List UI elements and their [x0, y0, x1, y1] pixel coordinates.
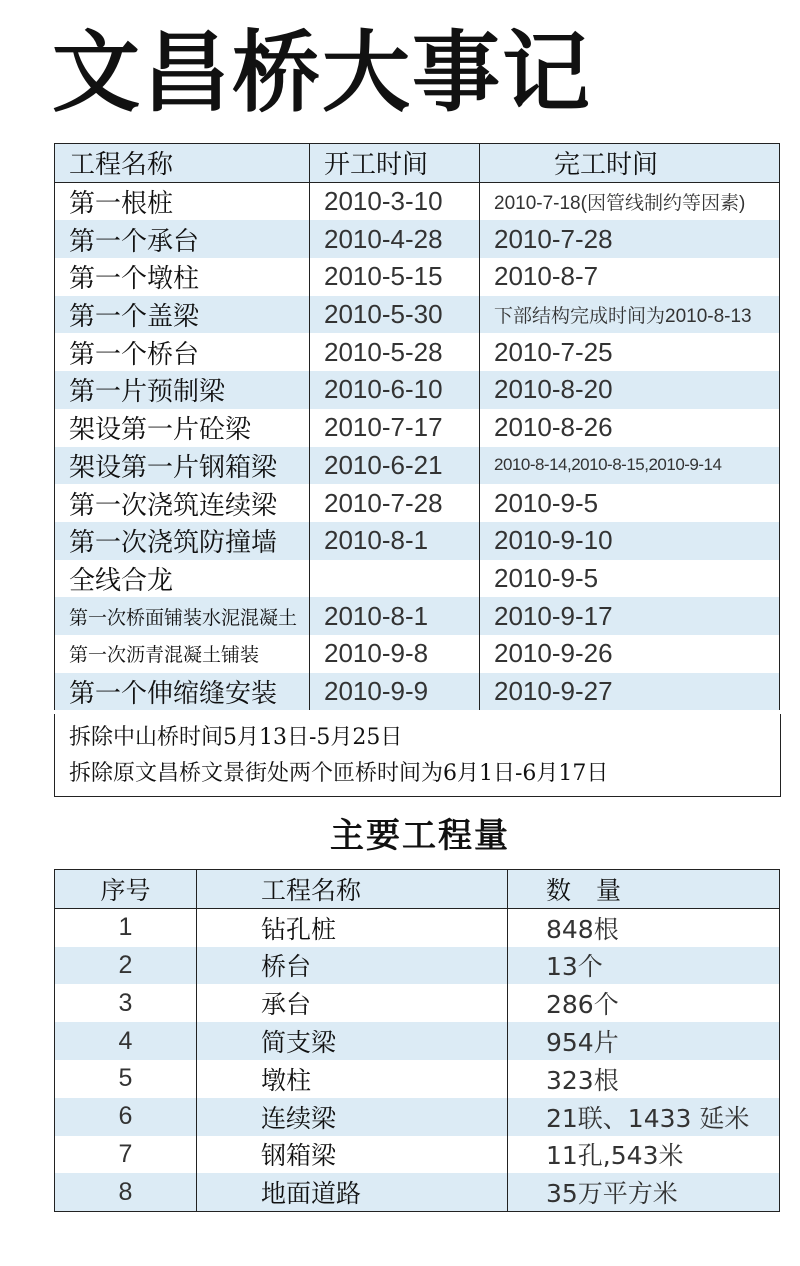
event-start: 2010-6-21	[310, 447, 480, 485]
table-row	[55, 182, 780, 220]
table-row	[55, 984, 780, 1022]
event-end: 2010-8-7	[480, 258, 780, 296]
table-row	[55, 258, 780, 296]
row-name: 墩柱	[197, 1060, 508, 1098]
header-qty: 数 量	[508, 870, 780, 909]
row-qty: 11孔,543米	[546, 1141, 684, 1171]
table-row	[55, 1060, 780, 1098]
table-row	[55, 296, 780, 334]
event-name: 第一个伸缩缝安装	[55, 673, 310, 711]
event-end: 2010-9-26	[480, 635, 780, 673]
row-no: 2	[55, 947, 197, 985]
event-name: 第一次浇筑连续梁	[55, 484, 310, 522]
row-qty: 21联、1433 延米	[508, 1098, 780, 1136]
note-line: 拆除中山桥时间5月13日-5月25日	[69, 725, 403, 750]
event-start: 2010-9-8	[310, 635, 480, 673]
event-name: 第一个盖梁	[55, 296, 310, 334]
row-qty: 13个	[508, 947, 780, 985]
table-row	[55, 908, 780, 946]
row-qty: 35万平方米	[508, 1173, 780, 1211]
header-name: 工程名称	[197, 870, 508, 909]
table-header-row	[55, 144, 780, 183]
table-row	[55, 1022, 780, 1060]
table-row	[55, 522, 780, 560]
event-end: 2010-9-5	[480, 484, 780, 522]
row-name: 地面道路	[197, 1173, 508, 1211]
table-row	[55, 333, 780, 371]
row-no: 7	[55, 1136, 197, 1174]
table-row	[55, 409, 780, 447]
row-name: 钻孔桩	[197, 908, 508, 946]
event-start: 2010-7-17	[310, 409, 480, 447]
event-end: 2010-7-25	[480, 333, 780, 371]
row-no: 4	[55, 1022, 197, 1060]
event-start: 2010-5-15	[310, 258, 480, 296]
event-name: 架设第一片钢箱梁	[55, 447, 310, 485]
row-no: 3	[55, 984, 197, 1022]
header-end: 完工时间	[480, 144, 780, 183]
row-name: 钢箱梁	[197, 1136, 508, 1174]
event-end: 2010-8-20	[480, 371, 780, 409]
event-end: 2010-9-5	[480, 560, 780, 598]
header-no: 序号	[55, 870, 197, 909]
row-name: 承台	[197, 984, 508, 1022]
event-name: 架设第一片砼梁	[55, 409, 310, 447]
event-end: 2010-8-14,2010-8-15,2010-9-14	[480, 447, 780, 485]
event-name: 第一次桥面铺装水泥混凝土	[55, 597, 310, 635]
event-start: 2010-5-28	[310, 333, 480, 371]
table-row	[55, 947, 780, 985]
table-row	[55, 635, 780, 673]
event-start: 2010-4-28	[310, 220, 480, 258]
event-end: 2010-9-27	[480, 673, 780, 711]
event-end: 2010-7-28	[480, 220, 780, 258]
row-qty: 323根	[546, 1065, 619, 1095]
table-row	[55, 560, 780, 598]
event-start: 2010-8-1	[310, 597, 480, 635]
event-name: 第一个承台	[55, 220, 310, 258]
quantities-table	[54, 869, 780, 1212]
event-name: 第一片预制梁	[55, 371, 310, 409]
event-name: 第一次沥青混凝土铺装	[55, 635, 310, 673]
event-end: 2010-9-10	[480, 522, 780, 560]
row-no: 5	[55, 1060, 197, 1098]
row-no: 6	[55, 1098, 197, 1136]
event-start: 2010-8-1	[310, 522, 480, 560]
row-qty: 286个	[546, 990, 619, 1020]
table-header-row	[55, 870, 780, 909]
table-row	[55, 1098, 780, 1136]
row-qty: 848根	[546, 914, 619, 944]
event-end: 2010-8-26	[480, 409, 780, 447]
page-title: 文昌桥大事记	[52, 21, 593, 124]
row-name: 简支梁	[197, 1022, 508, 1060]
table-row	[55, 220, 780, 258]
event-name: 第一根桩	[55, 182, 310, 220]
row-name: 桥台	[197, 947, 508, 985]
event-end: 2010-9-17	[480, 597, 780, 635]
event-end: 2010-7-18(因管线制约等因素)	[480, 182, 780, 220]
event-start: 2010-7-28	[310, 484, 480, 522]
event-name: 第一个桥台	[55, 333, 310, 371]
event-start	[310, 560, 480, 598]
event-start: 2010-6-10	[310, 371, 480, 409]
row-qty: 954片	[508, 1022, 780, 1060]
demolition-notes	[54, 714, 781, 797]
events-table	[54, 143, 780, 710]
event-end: 下部结构完成时间为2010-8-13	[480, 296, 780, 334]
header-start: 开工时间	[310, 144, 480, 183]
table-row	[55, 673, 780, 711]
table-row	[55, 371, 780, 409]
row-no: 1	[55, 908, 197, 946]
table-row	[55, 597, 780, 635]
table-row	[55, 1136, 780, 1174]
event-start: 2010-3-10	[310, 182, 480, 220]
header-name: 工程名称	[55, 144, 310, 183]
event-start: 2010-5-30	[310, 296, 480, 334]
table-row	[55, 484, 780, 522]
event-name: 第一次浇筑防撞墙	[55, 522, 310, 560]
row-no: 8	[55, 1173, 197, 1211]
row-name: 连续梁	[197, 1098, 508, 1136]
event-start: 2010-9-9	[310, 673, 480, 711]
section-title: 主要工程量	[330, 816, 510, 856]
event-name: 第一个墩柱	[55, 258, 310, 296]
table-row	[55, 1173, 780, 1211]
note-line: 拆除原文昌桥文景街处两个匝桥时间为6月1日-6月17日	[69, 761, 609, 786]
event-name: 全线合龙	[55, 560, 310, 598]
table-row	[55, 447, 780, 485]
